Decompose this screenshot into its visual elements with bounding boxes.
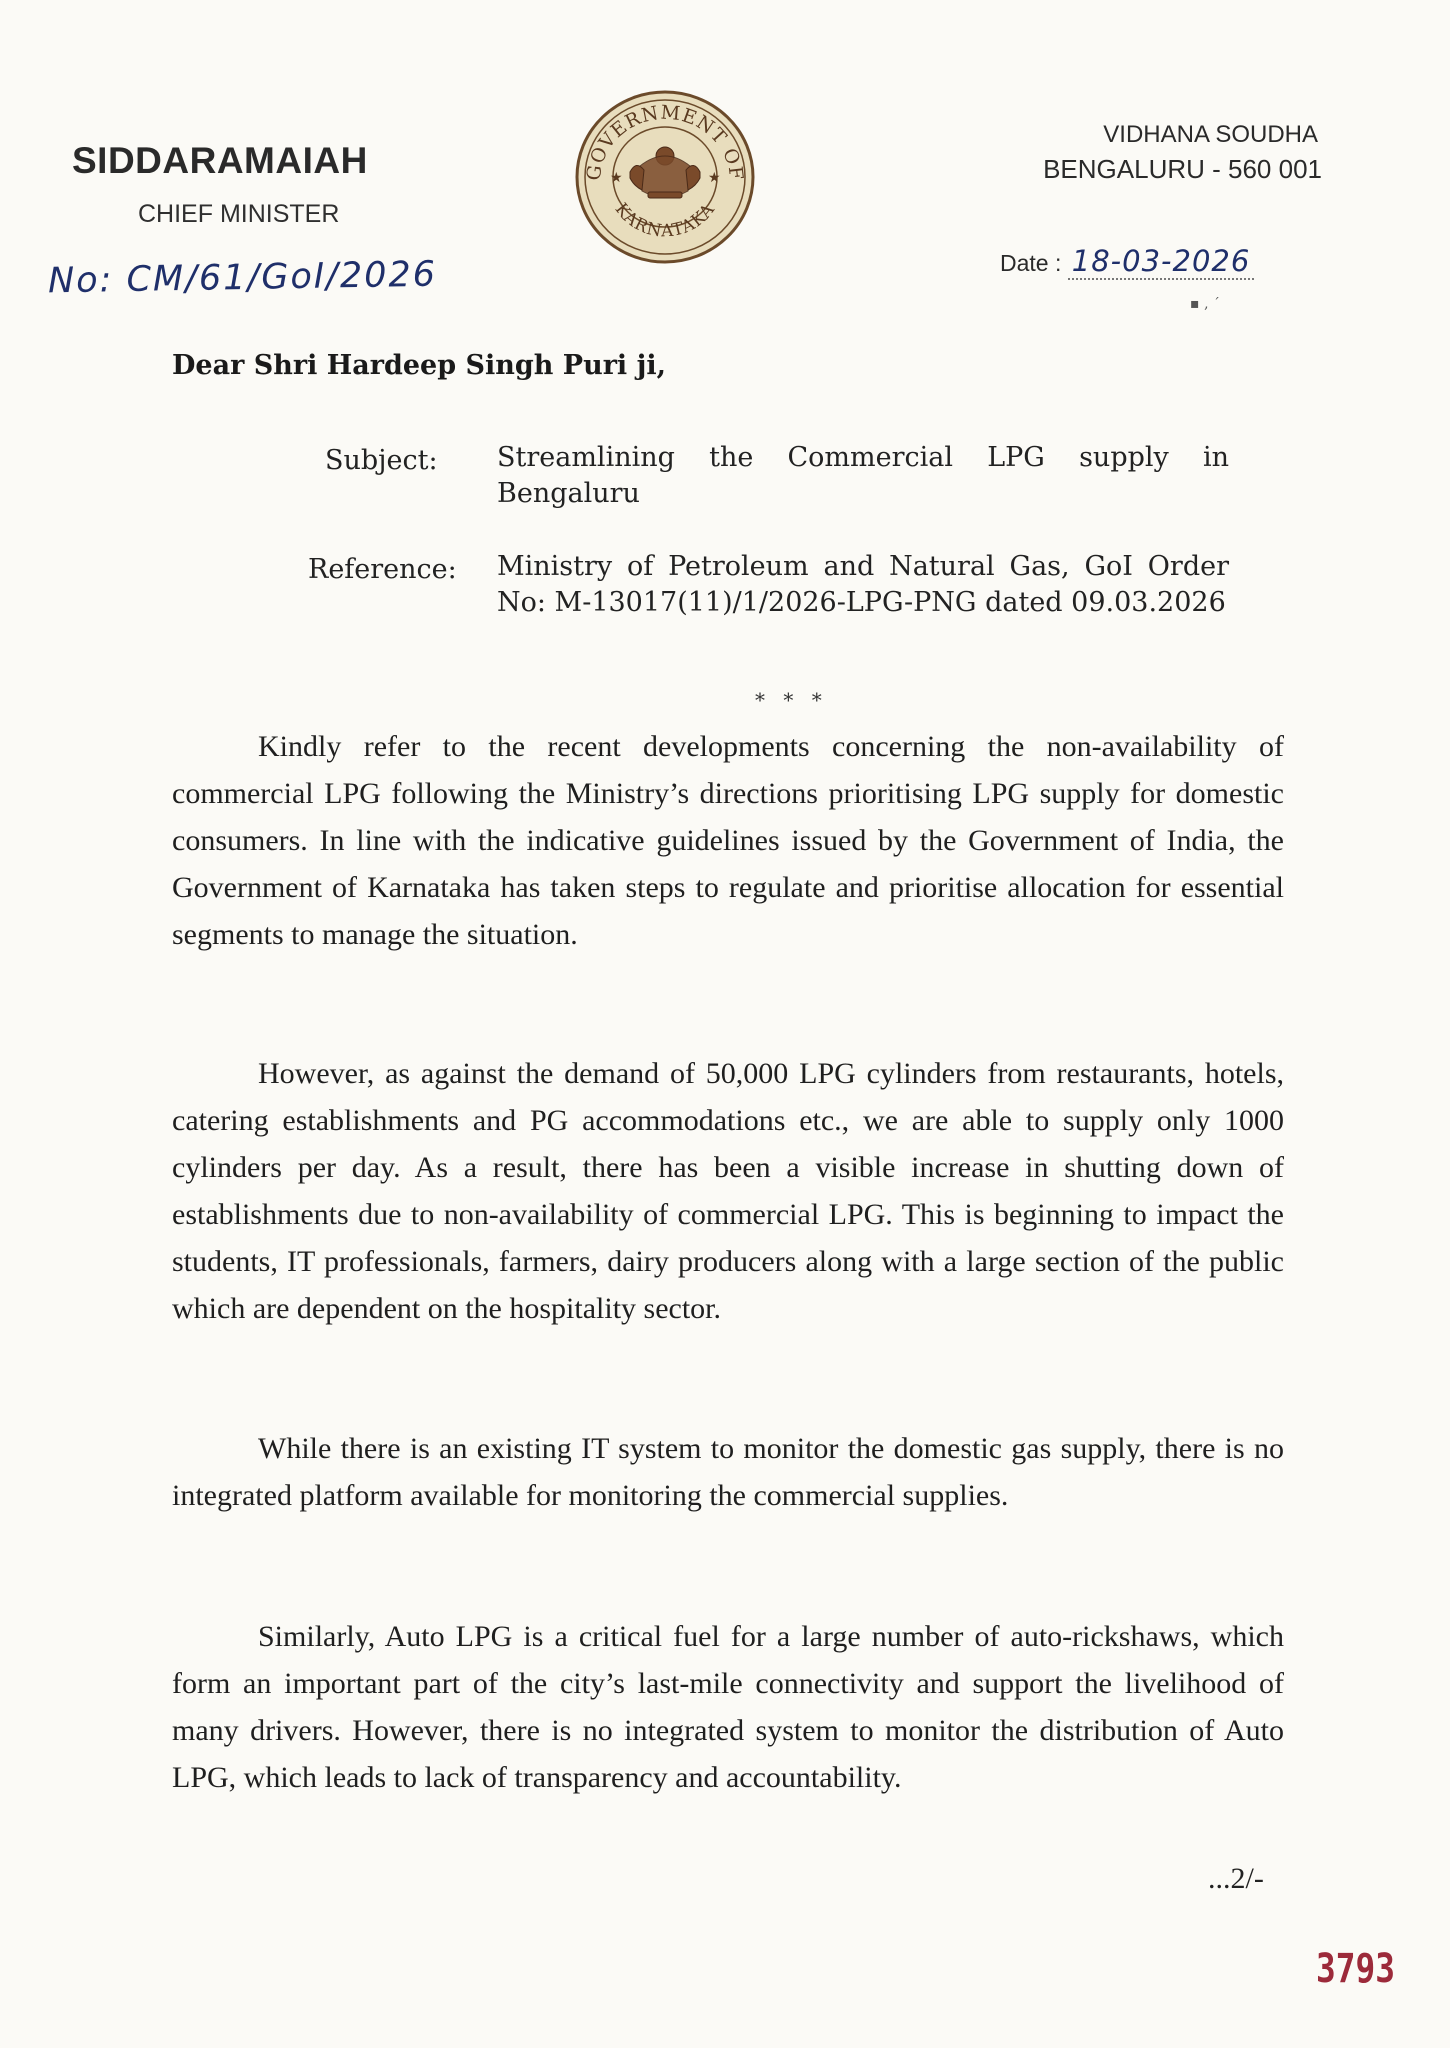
ink-speck: ▪ ‚ ´: [1190, 296, 1220, 312]
sender-title: CHIEF MINISTER: [138, 200, 340, 228]
handwritten-reference-number: No: CM/61/GoI/2026: [47, 254, 438, 302]
body-paragraph: While there is an existing IT system to monitor the domestic gas supply, there is no integrated platform available for monitoring the commercial supplies.: [172, 1432, 1284, 1512]
address-line2: BENGALURU - 560 001: [1043, 154, 1322, 184]
reference-label: Reference:: [308, 554, 457, 585]
sender-name: SIDDARAMAIAH: [72, 140, 368, 181]
address-line1: VIDHANA SOUDHA: [1103, 121, 1318, 148]
seal-text-bottom: KARNATAKA: [610, 199, 720, 242]
body-paragraph: Kindly refer to the recent developments concerning the non-availability of commercial LPG following the Ministry’s directions prioritising LPG supply for domestic consumers. In line with the indicative guidelines issued by the Government of India, the Government of Karnataka has taken steps to regulate and prioritise allocation for essential segments to manage the situation.: [172, 730, 1284, 951]
section-separator: * * *: [755, 688, 828, 712]
salutation: Dear Shri Hardeep Singh Puri ji,: [172, 350, 667, 381]
subject-text: Streamlining the Commercial LPG supply in Bengaluru: [497, 442, 1229, 509]
reference-text: Ministry of Petroleum and Natural Gas, GoI Order No: M-13017(11)/1/2026-LPG-PNG dated 09.03.2026: [497, 551, 1229, 618]
handwritten-date: 18-03-2026: [1068, 244, 1255, 280]
subject-label: Subject:: [325, 445, 438, 476]
date-label: Date :: [1000, 250, 1062, 276]
page-continuation: ...2/-: [1208, 1862, 1264, 1895]
address-block: [1043, 118, 1322, 186]
seal-text-top: GOVERNMENT OF: [582, 101, 748, 182]
government-seal: [570, 86, 760, 268]
body-paragraph: However, as against the demand of 50,000 LPG cylinders from restaurants, hotels, catering establishments and PG accommodations etc., we are able to supply only 1000 cylinders per day. As a result, there has been a visible increase in shutting down of establishments due to non-availability of commercial LPG. This is beginning to impact the students, IT professionals, farmers, dairy producers along with a large section of the public which are dependent on the hospitality sector.: [172, 1057, 1284, 1325]
office-stamp-number: 3793: [1316, 1946, 1395, 1992]
svg-text:★: ★: [708, 170, 721, 186]
date-row: [1000, 244, 1254, 278]
svg-text:★: ★: [610, 170, 623, 186]
body-paragraph: Similarly, Auto LPG is a critical fuel for a large number of auto-rickshaws, which form an important part of the city’s last-mile connectivity and support the livelihood of many drivers. However, there is no integrated system to monitor the distribution of Auto LPG, which leads to lack of transparency and accountability.: [172, 1620, 1284, 1794]
